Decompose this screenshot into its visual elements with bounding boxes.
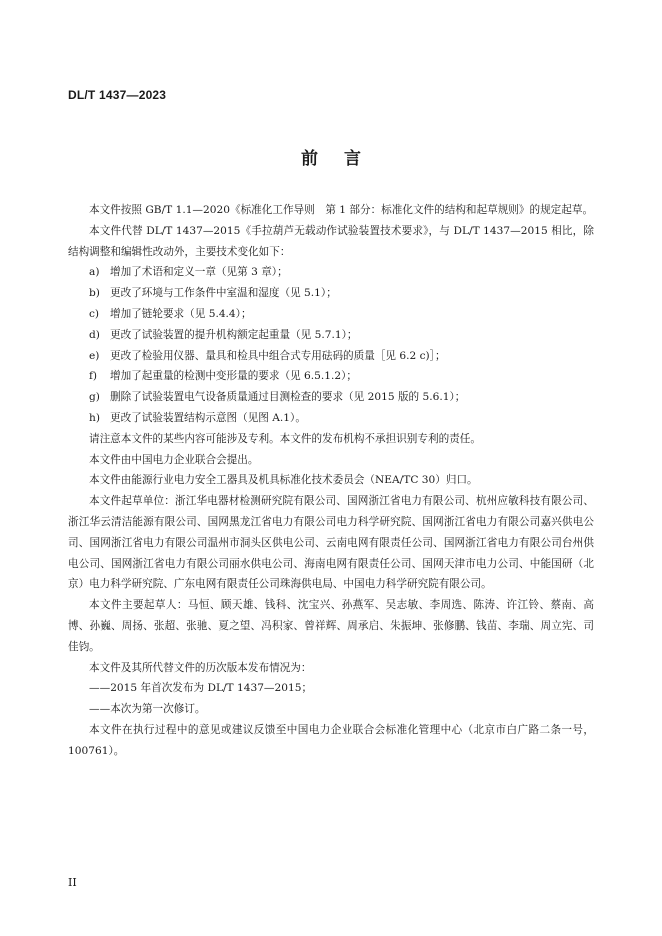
paragraph-version-history: 本文件及其所代替文件的历次版本发布情况为： bbox=[89, 661, 312, 674]
paragraph-drafting-rules: 本文件按照 GB/T 1.1—2020《标准化工作导则 第 1 部分：标准化文件的结构和起草规则》的规定起草。 bbox=[89, 204, 594, 216]
list-item bbox=[68, 283, 594, 304]
list-item-label: g) bbox=[89, 391, 100, 404]
list-item-text: 更改了环境与工作条件中室温和湿度（见 5.1）； bbox=[110, 287, 337, 300]
list-item-text: 更改了试验装置的提升机构额定起重量（见 5.7.1）； bbox=[110, 328, 358, 341]
list-item-label: b) bbox=[89, 287, 100, 300]
list-item bbox=[68, 346, 594, 367]
list-item-label: c) bbox=[89, 307, 100, 320]
standard-number: DL/T 1437—2023 bbox=[68, 88, 167, 102]
list-item bbox=[68, 366, 594, 387]
list-item-label: e) bbox=[89, 349, 100, 362]
list-item-text: 增加了链轮要求（见 5.4.4）； bbox=[110, 307, 252, 320]
paragraph-replacement: 本文件代替 DL/T 1437—2015《手拉葫芦无载动作试验装置技术要求》，与 DL/T 1437—2015 相比，除结构调整和编辑性改动外，主要技术变化如下： bbox=[68, 224, 594, 258]
paragraph-committee: 本文件由能源行业电力安全工器具及机具标准化技术委员会（NEA/TC 30）归口。 bbox=[89, 474, 478, 487]
paragraph-patent-notice: 请注意本文件的某些内容可能涉及专利。本文件的发布机构不承担识别专利的责任。 bbox=[89, 432, 481, 445]
paragraph-proposer: 本文件由中国电力企业联合会提出。 bbox=[89, 453, 259, 466]
list-item-text: 增加了起重量的检测中变形量的要求（见 6.5.1.2）； bbox=[110, 370, 358, 383]
list-item-label: h) bbox=[89, 411, 100, 424]
paragraph-history-revision: ——本次为第一次修订。 bbox=[89, 703, 206, 716]
page-title: 前言 bbox=[301, 149, 387, 169]
list-item-text: 增加了术语和定义一章（见第 3 章）； bbox=[110, 266, 288, 279]
page-number: II bbox=[68, 876, 77, 889]
paragraph-history-first: ——2015 年首次发布为 DL/T 1437—2015； bbox=[89, 682, 313, 695]
list-item bbox=[68, 408, 594, 429]
document-body bbox=[68, 200, 594, 762]
paragraph-feedback: 本文件在执行过程中的意见或建议反馈至中国电力企业联合会标准化管理中心（北京市白广路二条一号，100761）。 bbox=[68, 723, 594, 757]
list-item-label: d) bbox=[89, 328, 100, 341]
list-item bbox=[68, 325, 594, 346]
list-item-label: f) bbox=[89, 370, 98, 383]
changes-list bbox=[68, 262, 594, 428]
list-item-text: 删除了试验装置电气设备质量通过目测检查的要求（见 2015 版的 5.6.1）； bbox=[110, 391, 466, 404]
paragraph-drafters: 本文件主要起草人：马恒、顾天雄、钱科、沈宝兴、孙燕军、吴志敏、李周选、陈涛、许江铃、蔡南、高博、孙巍、周扬、张超、张驰、夏之望、冯积家、曾祥辉、周承启、朱振坤、张修鹏、钱苗、李瑞、周立宪、司佳钧。 bbox=[68, 599, 594, 653]
list-item bbox=[68, 304, 594, 325]
list-item bbox=[68, 387, 594, 408]
list-item bbox=[68, 262, 594, 283]
list-item-label: a) bbox=[89, 266, 100, 279]
list-item-text: 更改了试验装置结构示意图（见图 A.1）。 bbox=[110, 411, 306, 424]
paragraph-drafting-units: 本文件起草单位：浙江华电器材检测研究院有限公司、国网浙江省电力有限公司、杭州应敏科技有限公司、浙江华云清洁能源有限公司、国网黑龙江省电力有限公司电力科学研究院、国网浙江省电力有限公司嘉兴供电公司、国网浙江省电力有限公司温州市洞头区供电公司、云南电网有限责任公司、国网浙江省电力有限公司台州供电公司、国网浙江省电力有限公司丽水供电公司、海南电网有限责任公司、国网天津市电力公司、中能国研（北京）电力科学研究院、广东电网有限责任公司珠海供电局、中国电力科学研究院有限公司。 bbox=[68, 495, 594, 591]
list-item-text: 更改了检验用仪器、量具和检具中组合式专用砝码的质量［见 6.2 c)］； bbox=[110, 349, 446, 362]
